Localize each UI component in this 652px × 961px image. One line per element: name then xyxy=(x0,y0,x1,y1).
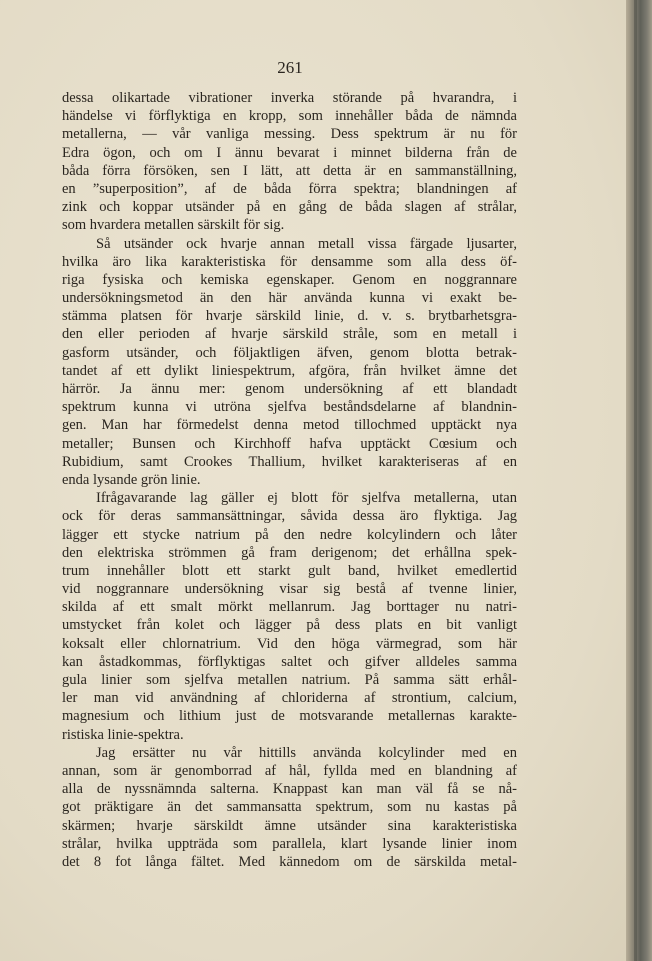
body-text xyxy=(62,89,517,871)
text-line: båda förra försöken, sen I lätt, att detta är en sammanställning, xyxy=(62,162,517,179)
text-line: Edra ögon, och om I ännu bevarat i minnet bilderna från de xyxy=(62,144,517,161)
text-line: umstycket från kolet och lägger på dess plats en bit vanligt xyxy=(62,617,517,634)
text-line: hvilka äro lika karakteristiska för densamme som alla dess öf- xyxy=(62,253,517,270)
text-line: ristiska linie-spektra. xyxy=(62,726,184,743)
text-line: riga fysiska och kemiska egenskaper. Genom en noggrannare xyxy=(62,271,517,288)
text-line: ock för deras sammansättningar, såvida dessa äro flyktiga. Jag xyxy=(62,508,517,525)
text-line: skilda af ett smalt mörkt mellanrum. Jag borttager nu natri- xyxy=(62,599,517,616)
text-line: dessa olikartade vibrationer inverka störande på hvarandra, i xyxy=(62,90,517,106)
text-line: ler man vid användning af chloriderna af strontium, calcium, xyxy=(62,690,517,707)
text-line: zink och koppar utsänder på en gång de båda slagen af strålar, xyxy=(62,199,517,216)
text-line: gasform utsänder, och följaktligen äfven, genom blotta betrak- xyxy=(62,344,517,361)
text-line: strålar, hvilka uppträda som parallela, klart lysande linier inom xyxy=(62,835,517,852)
text-line: vid noggrannare undersökning visar sig bestå af tvenne linier, xyxy=(62,581,517,598)
text-line: Rubidium, samt Crookes Thallium, hvilket karakteriseras af en xyxy=(62,453,517,470)
text-line: metallerna, — vår vanliga messing. Dess spektrum är nu för xyxy=(62,126,517,143)
text-line: undersökningsmetod än den här använda kunna vi exakt be- xyxy=(62,290,517,307)
text-line: den eller perioden af hvarje särskild stråle, som en metall i xyxy=(62,326,517,343)
text-line: lägger ett stycke natrium på den nedre kolcylindern och låter xyxy=(62,526,517,543)
text-line: annan, som är genomborrad af hål, fyllda med en blandning af xyxy=(62,762,517,779)
text-line: gula linier som sjelfva metallen natrium. På samma sätt erhål- xyxy=(62,672,517,688)
text-line: det 8 fot långa fältet. Med kännedom om de särskilda metal- xyxy=(62,853,517,870)
text-line: härrör. Ja ännu mer: genom undersökning af ett blandadt xyxy=(62,381,517,397)
text-line: gen. Man har förmedelst denna metod tillochmed upptäckt nya xyxy=(62,417,517,434)
text-line: koksalt eller chlornatrium. Vid den höga värmegrad, som här xyxy=(62,635,517,652)
text-line: den elektriska strömmen gå fram derigenom; det erhållna spek- xyxy=(62,544,517,561)
text-line: Ifrågavarande lag gäller ej blott för sjelfva metallerna, utan xyxy=(96,490,517,507)
page-number: 261 xyxy=(277,58,303,77)
text-line: skärmen; hvarje särskildt ämne utsänder sina karakteristiska xyxy=(62,817,517,834)
text-line: händelse vi förflyktiga en kropp, som innehåller båda de nämnda xyxy=(62,108,517,125)
text-line: Så utsänder ock hvarje annan metall vissa färgade ljusarter, xyxy=(96,235,517,252)
book-spine xyxy=(626,0,652,961)
text-line: stämma platsen för hvarje särskild linie, d. v. s. brytbarhetsgra- xyxy=(62,308,517,325)
text-line: got präktigare än det sammansatta spektrum, som nu kastas på xyxy=(62,799,517,816)
text-line: tandet af ett dylikt liniespektrum, afgöra, från hvilket ämne det xyxy=(62,362,517,379)
text-line: trum innehåller blott ett starkt gult band, hvilket emedlertid xyxy=(62,562,517,579)
text-line: magnesium och lithium just de motsvarande metallernas karakte- xyxy=(62,708,517,725)
text-line: spektrum kunna vi utröna sjelfva beståndsdelarne af blandnin- xyxy=(62,399,517,416)
text-line: Jag ersätter nu vår hittills använda kolcylinder med en xyxy=(96,744,517,761)
text-line: metaller; Bunsen och Kirchhoff hafva upptäckt Cœsium och xyxy=(62,435,517,452)
text-line: kan åstadkommas, förflyktigas saltet och gifver alldeles samma xyxy=(62,653,517,670)
text-line: som hvardera metallen särskilt för sig. xyxy=(62,217,285,234)
text-line: enda lysande grön linie. xyxy=(62,471,201,488)
text-line: en ”superposition”, af de båda förra spektra; blandningen af xyxy=(62,180,517,197)
text-line: alla de nyssnämnda salterna. Knappast kan man väl få se nå- xyxy=(62,781,517,798)
